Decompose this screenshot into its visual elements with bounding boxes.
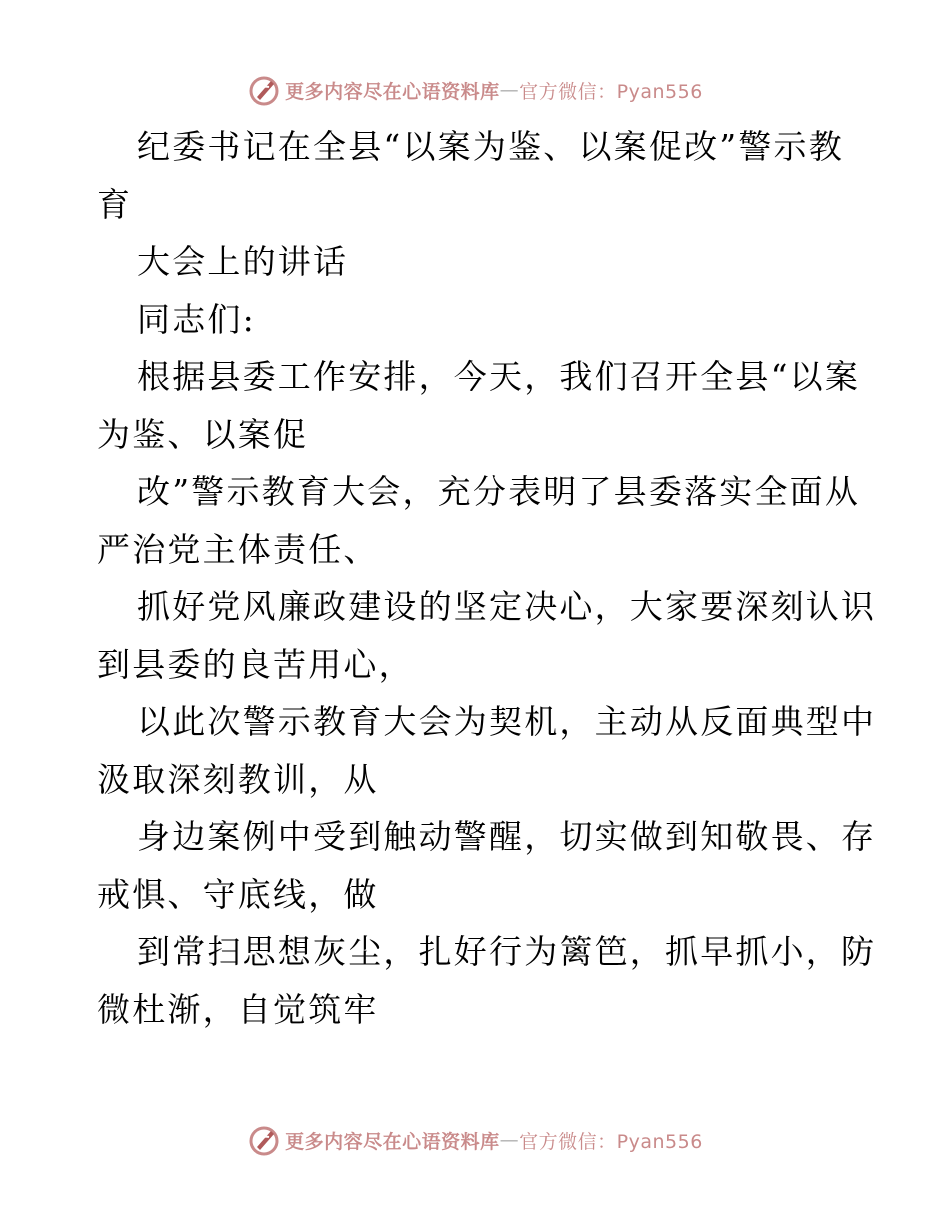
document-line: 到县委的良苦用心， — [97, 644, 414, 684]
document-body — [97, 118, 877, 1038]
document-line: 同志们: — [137, 299, 256, 339]
document-line: 到常扫思想灰尘，扎好行为篱笆，抓早抓小，防 — [137, 932, 877, 971]
document-line: 根据县委工作安排，今天，我们召开全县“以案 — [137, 357, 861, 396]
document-line: 改”警示教育大会，充分表明了县委落实全面从 — [137, 472, 861, 511]
document-line: 微杜渐，自觉筑牢 — [97, 989, 379, 1029]
document-line: 汲取深刻教训，从 — [97, 759, 379, 799]
document-line: 大会上的讲话 — [137, 242, 349, 281]
watermark-contact-text: 官方微信：Pyan556 — [519, 1130, 703, 1153]
document-line: 育 — [97, 184, 133, 224]
document-line: 纪委书记在全县“以案为鉴、以案促改”警示教 — [137, 127, 844, 166]
footer-watermark — [0, 1120, 950, 1160]
header-watermark — [0, 70, 950, 110]
document-line: 戒惧、守底线，做 — [97, 874, 379, 914]
pen-swirl-logo-icon — [247, 1123, 281, 1157]
document-line: 抓好党风廉政建设的坚定决心，大家要深刻认识 — [137, 587, 877, 626]
watermark-separator: — — [499, 79, 520, 101]
watermark-separator: — — [499, 1129, 520, 1151]
document-line: 身边案例中受到触动警醒，切实做到知敬畏、存 — [137, 817, 877, 856]
document-line: 严治党主体责任、 — [97, 529, 379, 569]
watermark-main-text: 更多内容尽在心语资料库 — [285, 80, 500, 103]
watermark-main-text: 更多内容尽在心语资料库 — [285, 1130, 500, 1153]
document-line: 为鉴、以案促 — [97, 414, 309, 454]
document-line: 以此次警示教育大会为契机，主动从反面典型中 — [137, 702, 877, 741]
pen-swirl-logo-icon — [247, 73, 281, 107]
watermark-contact-text: 官方微信：Pyan556 — [519, 80, 703, 103]
